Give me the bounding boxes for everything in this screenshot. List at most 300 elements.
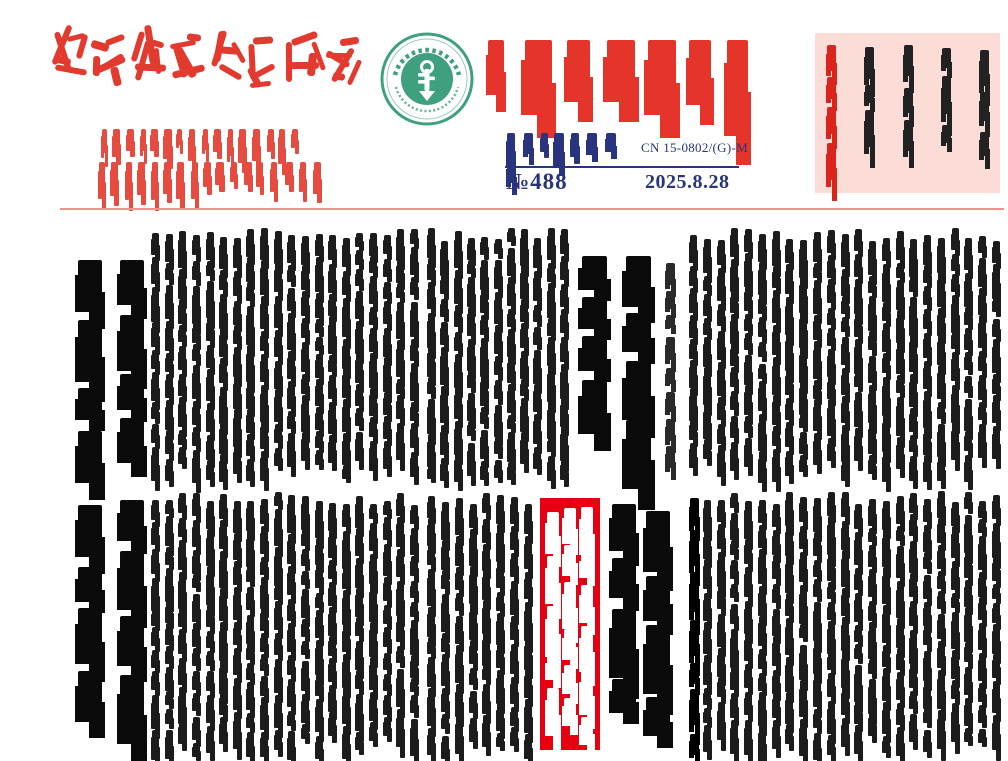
- pseudo-script-word: [952, 561, 959, 585]
- article-right-bottom-body-col: [800, 491, 807, 757]
- article-right-top-body-col: [745, 227, 752, 479]
- pseudo-script-word: [897, 546, 904, 572]
- pseudo-script-word: [356, 353, 363, 378]
- pseudo-script-word: [993, 523, 1000, 552]
- pseudo-script-word: [842, 234, 849, 261]
- article-left-bottom-body-col: [397, 491, 404, 757]
- pseudo-script-word: [924, 499, 931, 518]
- pseudo-script-word: [179, 325, 186, 339]
- pseudo-script-word: [910, 275, 917, 289]
- article-right-bottom-body-col: [965, 491, 972, 757]
- pseudo-script-word: [814, 232, 821, 257]
- pseudo-script-word: [302, 589, 309, 613]
- pseudo-script-word: [356, 558, 363, 583]
- pseudo-script-word: [428, 345, 435, 371]
- pseudo-script-word: [731, 666, 738, 686]
- pseudo-script-word: [316, 501, 323, 531]
- pseudo-script-word: [521, 398, 528, 426]
- pseudo-script-word: [786, 618, 793, 648]
- pseudo-script-word: [356, 321, 363, 348]
- pseudo-script-word: [288, 313, 295, 343]
- pseudo-script-word: [470, 640, 477, 660]
- pseudo-script-word: [704, 655, 711, 680]
- pseudo-script-word: [179, 721, 186, 740]
- pseudo-script-word: [207, 529, 214, 559]
- pseudo-script-word: [924, 602, 931, 622]
- pseudo-script-word: [745, 385, 752, 410]
- pseudo-script-word: [207, 460, 214, 477]
- pseudo-script-word: [511, 727, 518, 743]
- pseudo-script-word: [343, 339, 350, 364]
- pseudo-script-word: [275, 583, 282, 597]
- pseudo-script-word: [904, 45, 913, 76]
- pseudo-script-word: [942, 48, 951, 68]
- pseudo-script-word: [329, 294, 336, 312]
- pseudo-script-word: [827, 77, 836, 99]
- pseudo-script-word: [924, 552, 931, 566]
- pseudo-script-word: [483, 665, 490, 678]
- pseudo-script-word: [261, 260, 268, 289]
- pseudo-script-word: [800, 310, 807, 341]
- pseudo-script-word: [384, 674, 391, 688]
- pseudo-script-word: [561, 284, 568, 303]
- pseudo-script-word: [952, 612, 959, 642]
- pseudo-script-word: [828, 552, 835, 576]
- pseudo-script-word: [179, 687, 186, 717]
- article-left-top-body-col: [288, 227, 295, 479]
- pseudo-script-word: [883, 702, 890, 728]
- pseudo-script-word: [455, 305, 462, 323]
- pseudo-script-word: [548, 228, 555, 254]
- pseudo-script-word: [468, 443, 475, 470]
- pseudo-script-word: [78, 567, 102, 598]
- pseudo-script-word: [343, 531, 350, 562]
- article-right-top-body-col: [965, 227, 972, 479]
- pseudo-script-word: [428, 607, 435, 632]
- pseudo-script-word: [704, 622, 711, 648]
- pseudo-script-word: [261, 557, 268, 572]
- pseudo-script-word: [207, 435, 214, 456]
- pseudo-script-word: [511, 677, 518, 699]
- pseudo-script-word: [952, 295, 959, 326]
- pseudo-script-word: [428, 228, 435, 253]
- pseudo-script-word: [288, 265, 295, 279]
- pseudo-script-word: [78, 671, 102, 715]
- pseudo-script-word: [897, 375, 904, 390]
- article-right-top-body-col: [993, 227, 1000, 479]
- pseudo-script-word: [869, 712, 876, 732]
- pseudo-script-word: [718, 614, 725, 641]
- pseudo-script-word: [718, 424, 725, 441]
- pseudo-script-word: [828, 673, 835, 693]
- pseudo-script-word: [548, 437, 555, 450]
- pseudo-script-word: [302, 641, 309, 653]
- pseudo-script-word: [220, 328, 227, 352]
- pseudo-script-word: [152, 287, 159, 316]
- pseudo-script-word: [993, 654, 1000, 674]
- pseudo-script-word: [261, 331, 268, 348]
- pseudo-script-word: [316, 610, 323, 633]
- pseudo-script-word: [731, 604, 738, 621]
- pseudo-script-word: [356, 269, 363, 283]
- article-right-bottom-body-col: [855, 491, 862, 757]
- pseudo-script-word: [718, 240, 725, 261]
- pseudo-script-word: [166, 500, 173, 512]
- pseudo-script-word: [470, 603, 477, 633]
- pseudo-script-word: [865, 85, 874, 103]
- pseudo-script-word: [993, 584, 1000, 597]
- pseudo-script-word: [497, 703, 504, 726]
- pseudo-script-word: [828, 399, 835, 429]
- pseudo-script-word: [193, 550, 200, 570]
- pseudo-script-word: [234, 238, 241, 263]
- article-left-top-body-col: [207, 227, 214, 479]
- pseudo-script-word: [800, 346, 807, 376]
- pseudo-script-word: [329, 435, 336, 458]
- pseudo-script-word: [411, 423, 418, 444]
- pseudo-script-word: [979, 402, 986, 417]
- pseudo-script-word: [411, 339, 418, 357]
- article-right-bottom-body-col: [952, 491, 959, 757]
- pseudo-script-word: [495, 356, 502, 372]
- pseudo-script-word: [759, 294, 766, 311]
- pseudo-script-word: [247, 345, 254, 375]
- pseudo-script-word: [428, 258, 435, 276]
- pseudo-script-word: [193, 594, 200, 617]
- pseudo-script-word: [343, 368, 350, 393]
- pseudo-script-word: [302, 694, 309, 718]
- pseudo-script-word: [220, 237, 227, 263]
- pseudo-script-word: [152, 372, 159, 396]
- article-middle-bottom-body-col: [442, 491, 449, 757]
- pseudo-script-word: [329, 582, 336, 602]
- pseudo-script-word: [247, 565, 254, 579]
- pseudo-script-word: [384, 717, 391, 733]
- pseudo-script-word: [759, 234, 766, 257]
- headline-left-top-col: [78, 252, 102, 480]
- pseudo-script-word: [883, 414, 890, 445]
- pseudo-script-word: [456, 536, 463, 561]
- pseudo-script-word: [428, 728, 435, 750]
- pseudo-script-word: [120, 374, 144, 406]
- pseudo-script-word: [411, 719, 418, 749]
- pseudo-script-word: [547, 512, 559, 547]
- pseudo-script-word: [207, 631, 214, 645]
- pseudo-script-word: [718, 445, 725, 471]
- article-left-top-body-col: [193, 227, 200, 479]
- pseudo-script-word: [731, 228, 738, 252]
- pseudo-script-word: [582, 297, 607, 326]
- pseudo-script-word: [207, 726, 214, 748]
- pseudo-script-word: [690, 315, 697, 334]
- pseudo-script-word: [704, 559, 711, 584]
- pseudo-script-word: [302, 496, 309, 524]
- headline-middle-top-col-2: [626, 250, 654, 480]
- pseudo-script-word: [855, 372, 862, 385]
- pseudo-script-word: [800, 432, 807, 450]
- pseudo-script-word: [442, 594, 449, 625]
- pseudo-script-word: [370, 307, 377, 322]
- pseudo-script-word: [521, 432, 528, 458]
- pseudo-script-word: [910, 714, 917, 737]
- pseudo-script-word: [814, 341, 821, 372]
- pseudo-script-word: [207, 604, 214, 623]
- pseudo-script-word: [441, 241, 448, 270]
- pseudo-script-word: [965, 550, 972, 573]
- pseudo-script-word: [384, 627, 391, 644]
- article-right-top-body-col: [952, 227, 959, 479]
- pseudo-script-word: [814, 399, 821, 425]
- article-left-bottom-body-col: [152, 491, 159, 757]
- pseudo-script-word: [547, 556, 559, 596]
- pseudo-script-word: [508, 248, 515, 271]
- pseudo-script-word: [938, 365, 945, 393]
- pseudo-script-word: [548, 263, 555, 279]
- pseudo-script-word: [261, 499, 268, 520]
- pseudo-script-word: [481, 260, 488, 285]
- pseudo-script-word: [952, 274, 959, 289]
- pseudo-script-word: [234, 376, 241, 403]
- article-middle-top-body: [428, 227, 568, 479]
- pseudo-script-word: [220, 421, 227, 448]
- pseudo-script-word: [441, 386, 448, 416]
- article-left-bottom-body-col: [316, 491, 323, 757]
- pseudo-script-word: [745, 355, 752, 380]
- pseudo-script-word: [302, 395, 309, 425]
- pseudo-script-word: [275, 231, 282, 258]
- pseudo-script-word: [329, 355, 336, 369]
- pseudo-script-word: [411, 620, 418, 649]
- pseudo-script-word: [275, 730, 282, 747]
- pseudo-script-word: [356, 291, 363, 314]
- pseudo-script-word: [166, 516, 173, 541]
- pseudo-script-word: [561, 229, 568, 250]
- pseudo-script-word: [456, 645, 463, 676]
- pseudo-script-word: [411, 229, 418, 242]
- pseudo-script-word: [455, 332, 462, 348]
- digest-columns-col: [827, 44, 836, 182]
- pseudo-script-word: [965, 667, 972, 690]
- article-left-bottom-body-col: [356, 491, 363, 757]
- pseudo-script-word: [511, 553, 518, 573]
- pseudo-script-word: [828, 602, 835, 617]
- pseudo-script-word: [302, 619, 309, 634]
- digest-columns: [827, 44, 989, 182]
- pseudo-script-word: [166, 623, 173, 641]
- pseudo-script-word: [370, 554, 377, 579]
- pseudo-script-word: [910, 333, 917, 365]
- pseudo-script-word: [411, 581, 418, 595]
- pseudo-script-word: [924, 286, 931, 302]
- headline-middle-bottom-col-1-col: [612, 502, 636, 752]
- pseudo-script-word: [397, 615, 404, 637]
- pseudo-script-word: [497, 524, 504, 555]
- pseudo-script-word: [814, 733, 821, 755]
- pseudo-script-word: [938, 591, 945, 606]
- pseudo-script-word: [897, 703, 904, 721]
- pseudo-script-word: [842, 296, 849, 311]
- pseudo-script-word: [356, 496, 363, 522]
- pseudo-script-word: [495, 260, 502, 284]
- pseudo-script-word: [356, 528, 363, 551]
- headline-left-bottom-col: [78, 500, 102, 756]
- pseudo-script-word: [483, 715, 490, 741]
- pseudo-script-word: [481, 315, 488, 332]
- pseudo-script-word: [370, 523, 377, 546]
- pseudo-script-word: [731, 560, 738, 576]
- pseudo-script-word: [441, 347, 448, 378]
- pseudo-script-word: [910, 239, 917, 270]
- pseudo-script-word: [261, 654, 268, 668]
- article-left-top-body-col: [261, 227, 268, 479]
- pseudo-script-word: [193, 574, 200, 586]
- pseudo-script-word: [152, 257, 159, 279]
- pseudo-script-word: [773, 266, 780, 284]
- pseudo-script-word: [120, 675, 144, 733]
- pseudo-script-word: [411, 277, 418, 292]
- pseudo-script-word: [207, 671, 214, 688]
- pseudo-script-word: [993, 241, 1000, 259]
- pseudo-script-word: [814, 280, 821, 308]
- pseudo-script-word: [356, 384, 363, 402]
- article-left-bottom-body-col: [302, 491, 309, 757]
- article-middle-bottom-body-col: [497, 491, 504, 757]
- pseudo-script-word: [397, 395, 404, 415]
- pseudo-script-word: [759, 649, 766, 666]
- pseudo-script-word: [384, 653, 391, 667]
- pseudo-script-word: [179, 346, 186, 366]
- pseudo-script-word: [979, 236, 986, 250]
- pseudo-script-word: [842, 718, 849, 742]
- article-right-top-body-col: [938, 227, 945, 479]
- pseudo-script-word: [993, 339, 1000, 367]
- pseudo-script-word: [993, 374, 1000, 391]
- pseudo-script-word: [207, 695, 214, 718]
- pseudo-script-word: [234, 533, 241, 555]
- pseudo-script-word: [193, 623, 200, 643]
- pseudo-script-word: [370, 722, 377, 738]
- pseudo-script-word: [666, 291, 675, 309]
- pseudo-script-word: [456, 593, 463, 608]
- pseudo-script-word: [690, 498, 699, 526]
- pseudo-script-word: [495, 405, 502, 431]
- pseudo-script-word: [193, 671, 200, 687]
- pseudo-script-word: [869, 679, 876, 708]
- pseudo-script-word: [842, 617, 849, 645]
- pseudo-script-word: [910, 691, 917, 706]
- pseudo-script-word: [302, 318, 309, 335]
- pseudo-script-word: [441, 458, 448, 477]
- pseudo-script-word: [534, 305, 541, 319]
- pseudo-script-word: [842, 550, 849, 580]
- article-right-bottom-body-col: [718, 491, 725, 757]
- headline-middle-bottom-col-2-col: [646, 502, 670, 752]
- pseudo-script-word: [247, 434, 254, 452]
- pseudo-script-word: [468, 393, 475, 416]
- pseudo-script-word: [979, 623, 986, 645]
- pseudo-script-word: [234, 501, 241, 527]
- pseudo-script-word: [302, 265, 309, 286]
- pseudo-script-word: [786, 239, 793, 259]
- pseudo-script-word: [261, 577, 268, 603]
- pseudo-script-word: [329, 402, 336, 428]
- pseudo-script-word: [626, 256, 651, 300]
- article-middle-top-body-col: [441, 227, 448, 479]
- article-right-bottom-body-col: [759, 491, 766, 757]
- pseudo-script-word: [581, 585, 593, 617]
- pseudo-script-word: [193, 323, 200, 340]
- pseudo-script-word: [316, 354, 323, 374]
- pseudo-script-word: [179, 231, 186, 261]
- pseudo-script-word: [288, 235, 295, 258]
- article-left-bottom-body-col: [179, 491, 186, 757]
- pseudo-script-word: [384, 259, 391, 274]
- pseudo-script-word: [481, 374, 488, 400]
- pseudo-script-word: [220, 692, 227, 711]
- article-middle-bottom-body-col: [456, 491, 463, 757]
- pseudo-script-word: [193, 427, 200, 443]
- article-left-bottom-body: [152, 491, 418, 757]
- article-left-top-body-col: [220, 227, 227, 479]
- pseudo-script-word: [179, 447, 186, 461]
- pseudo-script-word: [904, 120, 913, 151]
- pseudo-script-word: [384, 235, 391, 251]
- pseudo-script-word: [521, 265, 528, 293]
- pseudo-script-word: [581, 554, 593, 575]
- pseudo-script-word: [497, 495, 504, 519]
- pseudo-script-word: [343, 654, 350, 682]
- pseudo-script-word: [288, 623, 295, 647]
- pseudo-script-word: [704, 530, 711, 554]
- pseudo-script-word: [534, 350, 541, 378]
- pseudo-script-word: [152, 578, 159, 605]
- pseudo-script-word: [78, 260, 102, 305]
- pseudo-script-word: [356, 694, 363, 724]
- pseudo-script-word: [842, 337, 849, 360]
- pseudo-script-word: [773, 555, 780, 575]
- pseudo-script-word: [261, 676, 268, 693]
- article-right-bottom-body-col: [814, 491, 821, 757]
- pseudo-script-word: [288, 381, 295, 404]
- article-right-bottom-body-col: [979, 491, 986, 757]
- article-middle-top-body-col: [495, 227, 502, 479]
- pseudo-script-word: [773, 609, 780, 631]
- pseudo-script-word: [745, 253, 752, 281]
- pseudo-script-word: [275, 296, 282, 322]
- pseudo-script-word: [938, 238, 945, 267]
- pseudo-script-word: [428, 399, 435, 428]
- pseudo-script-word: [561, 256, 568, 276]
- article-middle-bottom-body-col: [428, 491, 435, 757]
- pseudo-script-word: [842, 521, 849, 545]
- pseudo-script-word: [759, 549, 766, 578]
- pseudo-script-word: [883, 567, 890, 597]
- pseudo-script-word: [666, 263, 675, 285]
- pseudo-script-word: [800, 624, 807, 636]
- pseudo-script-word: [869, 659, 876, 672]
- article-right-bottom-body-col: [910, 491, 917, 757]
- article-middle-bottom-body-col: [511, 491, 518, 757]
- article-right-top-body-col: [883, 227, 890, 479]
- pseudo-script-word: [869, 455, 876, 471]
- pseudo-script-word: [442, 570, 449, 586]
- pseudo-script-word: [78, 320, 102, 373]
- pseudo-script-word: [869, 499, 876, 521]
- pseudo-script-word: [179, 518, 186, 534]
- article-middle-top-body-col: [561, 227, 568, 479]
- pseudo-script-word: [979, 729, 986, 741]
- pseudo-script-word: [718, 268, 725, 295]
